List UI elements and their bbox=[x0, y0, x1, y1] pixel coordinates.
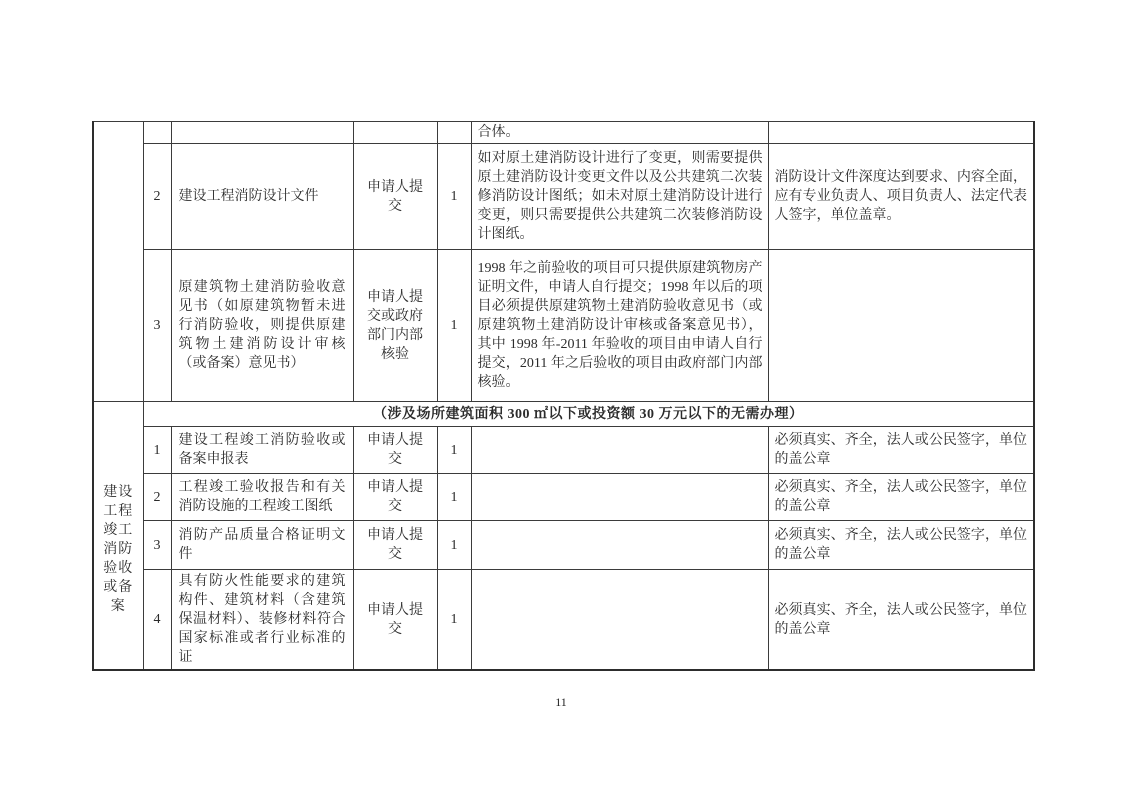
requirement-cell: 消防设计文件深度达到要求、内容全面，应有专业负责人、项目负责人、法定代表人签字，单位盖章。 bbox=[768, 144, 1034, 250]
description-cell bbox=[471, 570, 768, 671]
copies-cell: 1 bbox=[437, 570, 471, 671]
item-name-cell: 消防产品质量合格证明文件 bbox=[171, 521, 353, 570]
description-cell bbox=[471, 521, 768, 570]
row-number-cell: 1 bbox=[143, 427, 171, 474]
row-number-cell: 3 bbox=[143, 521, 171, 570]
table-row bbox=[93, 474, 1034, 521]
copies-cell: 1 bbox=[437, 474, 471, 521]
copies-cell: 1 bbox=[437, 521, 471, 570]
submit-method-cell: 申请人提交 bbox=[353, 570, 437, 671]
item-name-cell: 建设工程竣工消防验收或备案申报表 bbox=[171, 427, 353, 474]
row-number-cell: 4 bbox=[143, 570, 171, 671]
description-cell bbox=[471, 427, 768, 474]
copies-cell bbox=[437, 122, 471, 144]
copies-cell: 1 bbox=[437, 250, 471, 402]
submit-method-cell: 申请人提交或政府部门内部核验 bbox=[353, 250, 437, 402]
submit-method-cell: 申请人提交 bbox=[353, 474, 437, 521]
requirement-cell: 必须真实、齐全，法人或公民签字，单位的盖公章 bbox=[768, 427, 1034, 474]
table-row bbox=[93, 570, 1034, 671]
category-cell: 建设工程竣工消防验收或备案 bbox=[93, 402, 143, 671]
page-number: 11 bbox=[555, 695, 567, 709]
description-cell: 如对原土建消防设计进行了变更，则需要提供原土建消防设计变更文件以及公共建筑二次装修消防设计图纸；如未对原土建消防设计进行变更，则只需要提供公共建筑二次装修消防设计图纸。 bbox=[471, 144, 768, 250]
item-name-cell: 建设工程消防设计文件 bbox=[171, 144, 353, 250]
submit-method-cell: 申请人提交 bbox=[353, 144, 437, 250]
table-row bbox=[93, 250, 1034, 402]
description-cell: 1998 年之前验收的项目可只提供原建筑物房产证明文件，申请人自行提交；1998 年以后的项目必须提供原建筑物土建消防验收意见书（或原建筑物土建消防设计审核或备案意见书），其中 1998 年-2011 年验收的项目由申请人自行提交，2011 年之后验收的项目由政府部门内部核验。 bbox=[471, 250, 768, 402]
table-row bbox=[93, 144, 1034, 250]
submit-method-cell: 申请人提交 bbox=[353, 521, 437, 570]
requirement-cell: 必须真实、齐全，法人或公民签字，单位的盖公章 bbox=[768, 474, 1034, 521]
item-name-cell: 具有防火性能要求的建筑构件、建筑材料（含建筑保温材料）、装修材料符合国家标准或者行业标准的证 bbox=[171, 570, 353, 671]
requirement-cell bbox=[768, 122, 1034, 144]
row-number-cell: 3 bbox=[143, 250, 171, 402]
copies-cell: 1 bbox=[437, 427, 471, 474]
row-number-cell: 2 bbox=[143, 474, 171, 521]
row-number-cell bbox=[143, 122, 171, 144]
table-row bbox=[93, 402, 1034, 427]
row-number-cell: 2 bbox=[143, 144, 171, 250]
item-name-cell: 原建筑物土建消防验收意见书（如原建筑物暂未进行消防验收，则提供原建筑物土建消防设计审核（或备案）意见书） bbox=[171, 250, 353, 402]
table-row bbox=[93, 521, 1034, 570]
requirement-cell: 必须真实、齐全，法人或公民签字，单位的盖公章 bbox=[768, 570, 1034, 671]
table-row bbox=[93, 122, 1034, 144]
requirement-cell: 必须真实、齐全，法人或公民签字，单位的盖公章 bbox=[768, 521, 1034, 570]
category-cell bbox=[93, 122, 143, 402]
submit-method-cell bbox=[353, 122, 437, 144]
description-cell bbox=[471, 474, 768, 521]
description-cell: 合体。 bbox=[471, 122, 768, 144]
item-name-cell: 工程竣工验收报告和有关消防设施的工程竣工图纸 bbox=[171, 474, 353, 521]
requirement-cell bbox=[768, 250, 1034, 402]
table-row bbox=[93, 427, 1034, 474]
section-divider-cell: （涉及场所建筑面积 300 ㎡以下或投资额 30 万元以下的无需办理） bbox=[143, 402, 1034, 427]
submit-method-cell: 申请人提交 bbox=[353, 427, 437, 474]
item-name-cell bbox=[171, 122, 353, 144]
requirements-table bbox=[92, 121, 1035, 671]
copies-cell: 1 bbox=[437, 144, 471, 250]
